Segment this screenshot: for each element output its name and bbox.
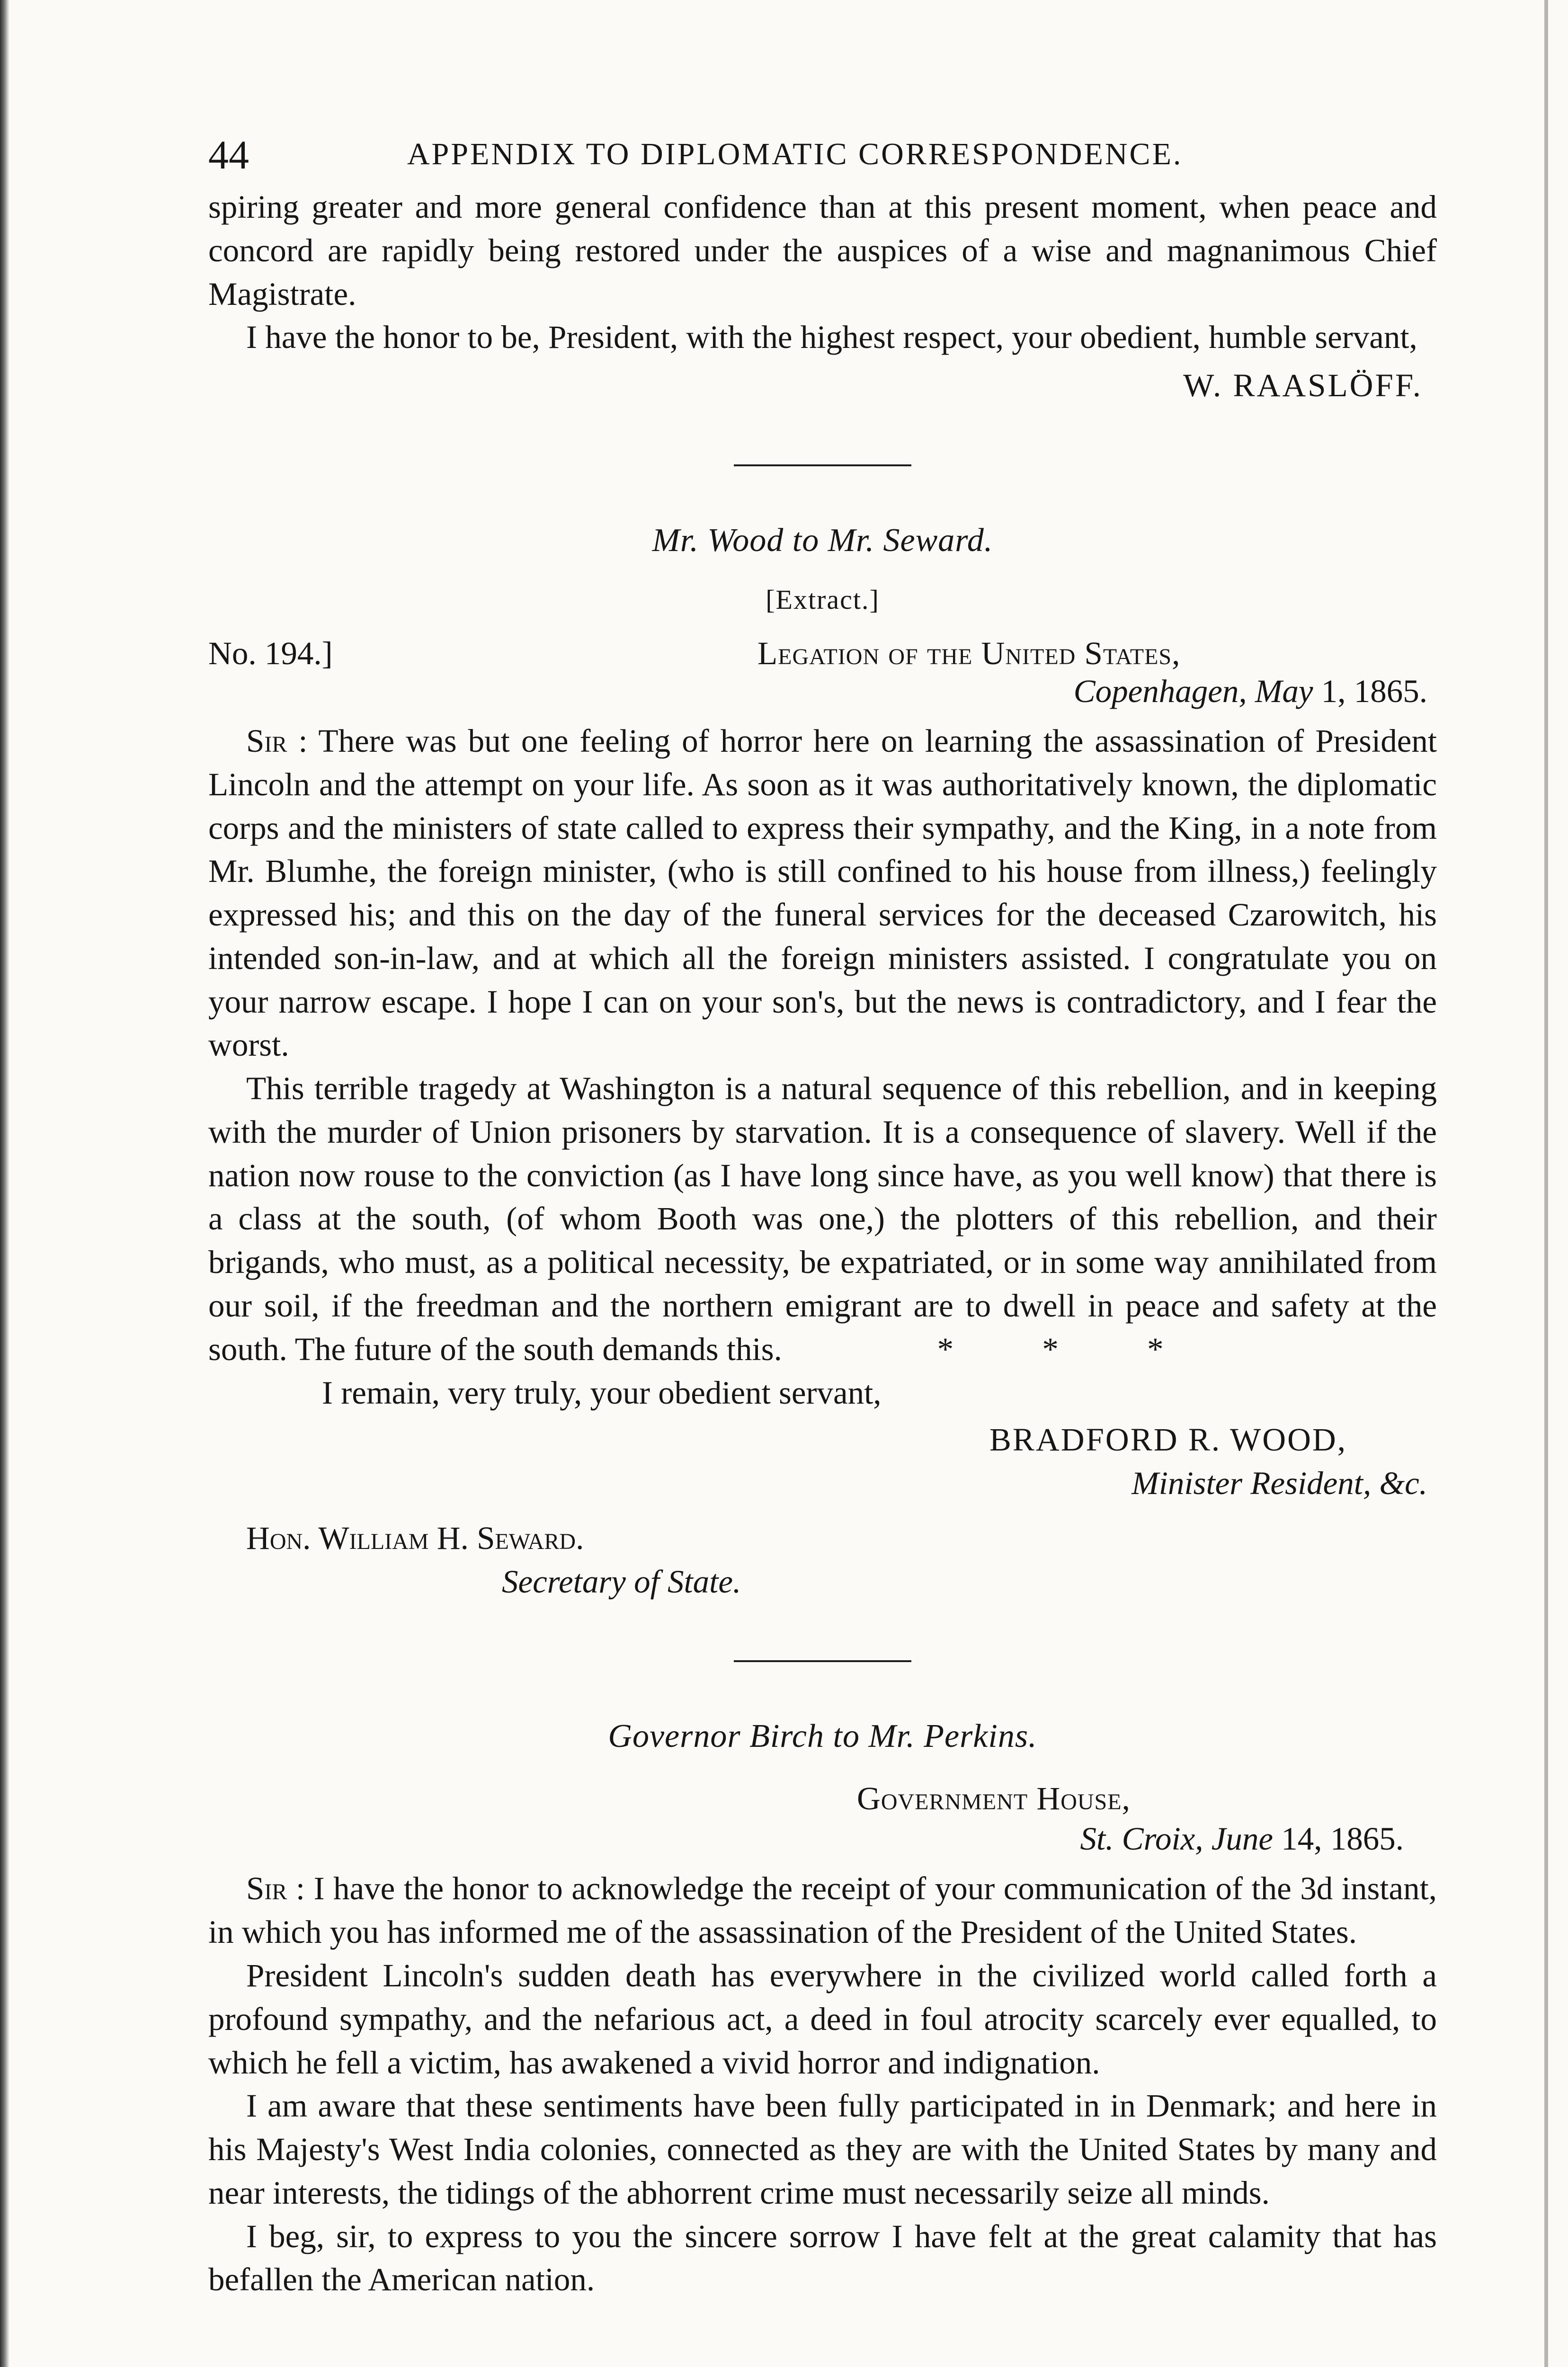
wood-paragraph-1-text: There was but one feeling of horror here on learning the assassination of President Lincoln and the attempt on your life. As soon as it was authoritatively known, the diplomatic corps and the ministers of state called to express their sympathy, and the King, in a note from Mr. Blumhe, the foreign minister, (who is still confined to his house from illness,) feelingly expressed his; and this on the day of the funeral services for the deceased Czarowitch, his intended son-in-law, and at which all the foreign ministers assisted. I congratulate you on your narrow escape. I hope I can on your son's, but the news is contradictory, and I fear the worst. xyxy=(208,723,1437,1063)
wood-closing: I remain, very truly, your obedient servant, xyxy=(322,1374,882,1411)
raasloff-closing: I have the honor to be, President, with the highest respect, your obedient, humble servant, xyxy=(246,319,1417,356)
raasloff-letter-end xyxy=(208,186,1437,408)
section-divider xyxy=(734,464,911,466)
wood-paragraph-2 xyxy=(208,1067,1437,1371)
birch-paragraph-4: I beg, sir, to express to you the sincere sorrow I have felt at the great calamity that has befallen the American nation. xyxy=(208,2218,1437,2298)
wood-dateline xyxy=(208,632,1437,720)
page-header xyxy=(208,128,1437,180)
birch-salutation: Sir : xyxy=(246,1870,305,1907)
document-page xyxy=(208,128,1437,2302)
wood-letter-heading: Mr. Wood to Mr. Seward. xyxy=(652,522,993,559)
wood-paragraph-1 xyxy=(208,720,1437,1067)
page-edge-left xyxy=(0,0,9,2367)
wood-signature: BRADFORD R. WOOD, xyxy=(989,1422,1347,1458)
wood-signature-title: Minister Resident, &c. xyxy=(1131,1465,1427,1502)
birch-paragraph-3: I am aware that these sentiments have been fully participated in in Denmark; and here in his Majesty's West India colonies, connected as they are with the United States by many and near interests, the tidings of the abhorrent crime must necessarily seize all minds. xyxy=(208,2088,1437,2211)
page-number: 44 xyxy=(208,132,249,178)
birch-paragraph-1 xyxy=(208,1867,1437,1954)
birch-dateline xyxy=(208,1777,1437,1867)
raasloff-continuation: spiring greater and more general confidence than at this present moment, when peace and concord are rapidly being restored under the auspices of a wise and magnanimous Chief Magistrate. xyxy=(208,189,1437,312)
wood-salutation: Sir : xyxy=(246,723,308,759)
wood-addressee-title: Secretary of State. xyxy=(502,1563,741,1600)
raasloff-signature: W. RAASLÖFF. xyxy=(1183,367,1423,404)
birch-place-date xyxy=(1080,1817,1404,1861)
legation-name: Legation of the United States, xyxy=(757,635,1181,672)
birch-paragraph-1-text: I have the honor to acknowledge the receipt of your communication of the 3d instant, in which you has informed me of the assassination of the President of the United States. xyxy=(208,1870,1437,1950)
birch-letter-heading: Governor Birch to Mr. Perkins. xyxy=(608,1718,1037,1755)
running-title: APPENDIX TO DIPLOMATIC CORRESPONDENCE. xyxy=(407,137,1183,171)
birch-paragraph-2: President Lincoln's sudden death has everywhere in the civilized world called forth a profound sympathy, and the nefarious act, a deed in foul atrocity scarcely ever equalled, to which he fell a victim, has awakened a vivid horror and indignation. xyxy=(208,1957,1437,2081)
omission-marks: * * * xyxy=(937,1331,1164,1367)
birch-date: 14, 1865. xyxy=(1281,1821,1404,1857)
extract-note: [Extract.] xyxy=(766,584,880,615)
birch-letter xyxy=(208,1714,1437,2302)
wood-letter xyxy=(208,518,1437,1604)
birch-place: St. Croix, June xyxy=(1080,1821,1273,1857)
government-house: Government House, xyxy=(857,1780,1131,1817)
wood-addressee: Hon. William H. Seward. xyxy=(246,1520,584,1556)
wood-place-date xyxy=(1074,670,1427,713)
wood-date: 1, 1865. xyxy=(1321,673,1427,710)
section-divider xyxy=(734,1660,911,1662)
despatch-number: No. 194.] xyxy=(208,635,333,672)
page-edge-right xyxy=(1544,0,1548,2367)
wood-paragraph-2-text: This terrible tragedy at Washington is a natural sequence of this rebellion, and in keeping with the murder of Union prisoners by starvation. It is a consequence of slavery. Well if the nation now rouse to the conviction (as I have long since have, as you well know) that there is a class at the south, (of whom Booth was one,) the plotters of this rebellion, and their brigands, who must, as a political necessity, be expatriated, or in some way annihilated from our soil, if the freedman and the northern emigrant are to dwell in peace and safety at the south. The future of the south demands this. xyxy=(208,1070,1437,1367)
wood-place: Copenhagen, May xyxy=(1073,673,1313,710)
